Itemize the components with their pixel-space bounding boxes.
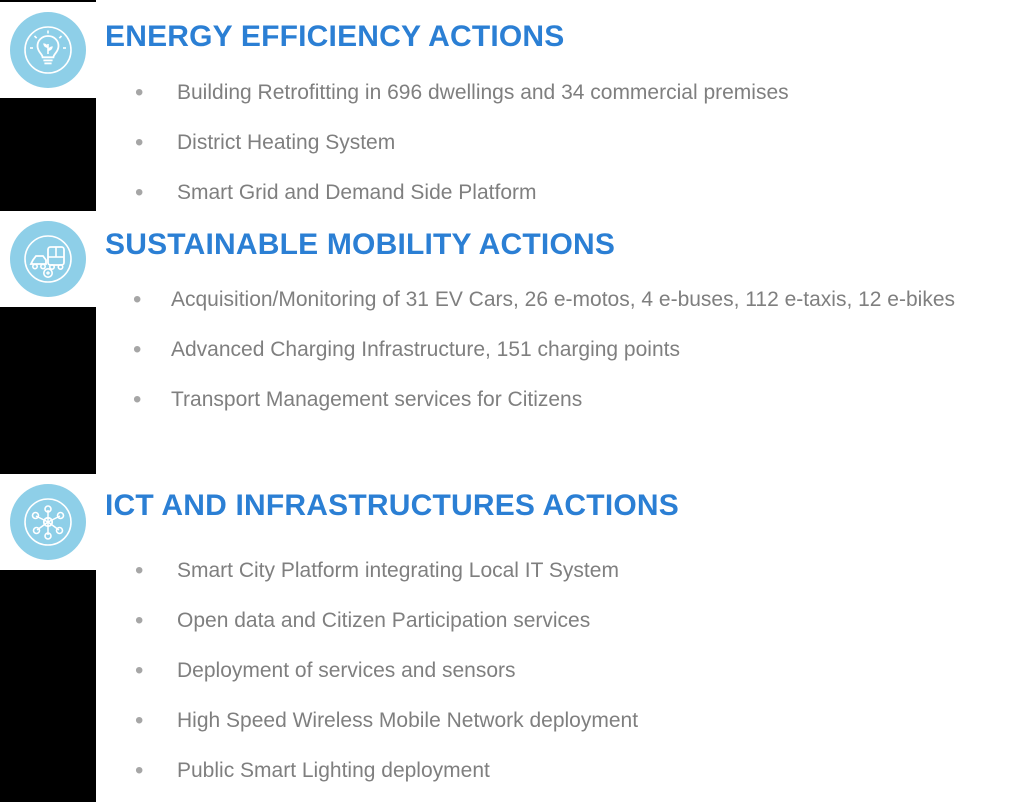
icon-tile-mobility	[0, 211, 96, 307]
list-item-text: Smart City Platform integrating Local IT System	[177, 559, 619, 582]
list-item-text: Deployment of services and sensors	[177, 659, 516, 682]
section-title-ict: ICT AND INFRASTRUCTURES ACTIONS	[105, 489, 679, 522]
bullet-glyph: •	[135, 179, 144, 206]
list-item	[105, 546, 1005, 596]
icon-tile-ict	[0, 474, 96, 570]
bullet-glyph: •	[135, 707, 144, 734]
list-item	[105, 646, 1005, 696]
bullet-glyph: •	[135, 607, 144, 634]
list-item	[105, 325, 1005, 375]
list-item-text: Transport Management services for Citizens	[171, 388, 583, 411]
lightbulb-leaf-icon	[10, 12, 86, 88]
list-item-text: Advanced Charging Infrastructure, 151 charging points	[171, 338, 680, 361]
bullet-list-ict	[105, 546, 1005, 796]
bullet-glyph: •	[133, 386, 142, 413]
list-item-text: Building Retrofitting in 696 dwellings and 34 commercial premises	[177, 81, 789, 104]
list-item-text: High Speed Wireless Mobile Network deployment	[177, 709, 639, 732]
bullet-glyph: •	[135, 557, 144, 584]
list-item-text: District Heating System	[177, 131, 396, 154]
list-item-text: Public Smart Lighting deployment	[177, 759, 490, 782]
bullet-glyph: •	[135, 129, 144, 156]
list-item-text: Smart Grid and Demand Side Platform	[177, 181, 537, 204]
icon-tile-energy	[0, 2, 96, 98]
list-item-text: Open data and Citizen Participation services	[177, 609, 591, 632]
bullet-list-mobility	[105, 275, 1005, 425]
list-item	[105, 746, 1005, 796]
list-item	[105, 596, 1005, 646]
list-item	[105, 68, 1005, 118]
bullet-glyph: •	[133, 336, 142, 363]
section-title-energy: ENERGY EFFICIENCY ACTIONS	[105, 20, 565, 53]
bullet-glyph: •	[135, 757, 144, 784]
list-item	[105, 118, 1005, 168]
bullet-glyph: •	[133, 286, 142, 313]
section-title-mobility: SUSTAINABLE MOBILITY ACTIONS	[105, 228, 616, 261]
bus-car-mobility-icon	[10, 221, 86, 297]
list-item	[105, 168, 1005, 218]
bullet-glyph: •	[135, 79, 144, 106]
list-item-text: Acquisition/Monitoring of 31 EV Cars, 26 e-motos, 4 e-buses, 112 e-taxis, 12 e-bikes	[171, 288, 956, 311]
bullet-glyph: •	[135, 657, 144, 684]
list-item	[105, 275, 1005, 325]
bullet-list-energy	[105, 68, 1005, 218]
network-nodes-icon	[10, 484, 86, 560]
left-rail	[0, 0, 96, 802]
list-item	[105, 375, 1005, 425]
list-item	[105, 696, 1005, 746]
